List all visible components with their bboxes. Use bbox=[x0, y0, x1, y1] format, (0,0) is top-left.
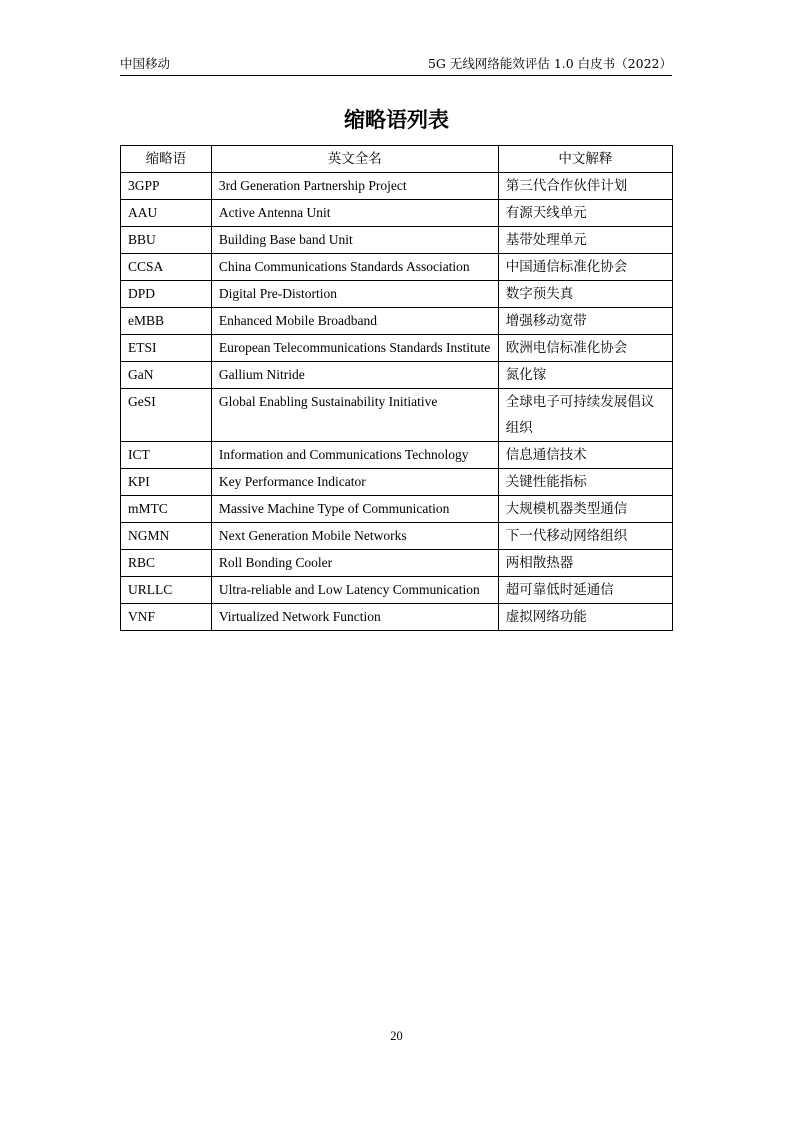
table-row bbox=[121, 442, 673, 469]
table-header-row bbox=[121, 146, 673, 173]
english-name-cell: Information and Communications Technology bbox=[211, 442, 498, 469]
english-name-cell: 3rd Generation Partnership Project bbox=[211, 173, 498, 200]
english-name-cell: Enhanced Mobile Broadband bbox=[211, 308, 498, 335]
header-org-name: 中国移动 bbox=[120, 56, 171, 71]
chinese-meaning-cell: 欧洲电信标准化协会 bbox=[498, 335, 672, 362]
chinese-meaning-cell: 全球电子可持续发展倡议组织 bbox=[498, 389, 672, 442]
chinese-meaning-cell: 虚拟网络功能 bbox=[498, 604, 672, 631]
table-row bbox=[121, 362, 673, 389]
abbreviation-cell: NGMN bbox=[121, 523, 212, 550]
abbreviation-cell: ETSI bbox=[121, 335, 212, 362]
english-name-cell: European Telecommunications Standards Institute bbox=[211, 335, 498, 362]
table-row bbox=[121, 200, 673, 227]
table-row bbox=[121, 335, 673, 362]
table-row bbox=[121, 604, 673, 631]
column-header-english-name: 英文全名 bbox=[211, 146, 498, 173]
english-name-cell: Massive Machine Type of Communication bbox=[211, 496, 498, 523]
table-row bbox=[121, 254, 673, 281]
header-document-title: 5G 无线网络能效评估 1.0 白皮书（2022） bbox=[427, 56, 672, 71]
chinese-meaning-cell: 两相散热器 bbox=[498, 550, 672, 577]
abbreviation-cell: KPI bbox=[121, 469, 212, 496]
english-name-cell: China Communications Standards Association bbox=[211, 254, 498, 281]
english-name-cell: Digital Pre-Distortion bbox=[211, 281, 498, 308]
abbreviation-cell: 3GPP bbox=[121, 173, 212, 200]
english-name-cell: Ultra-reliable and Low Latency Communication bbox=[211, 577, 498, 604]
chinese-meaning-cell: 关键性能指标 bbox=[498, 469, 672, 496]
english-name-cell: Active Antenna Unit bbox=[211, 200, 498, 227]
english-name-cell: Next Generation Mobile Networks bbox=[211, 523, 498, 550]
chinese-meaning-cell: 基带处理单元 bbox=[498, 227, 672, 254]
english-name-cell: Virtualized Network Function bbox=[211, 604, 498, 631]
english-name-cell: Gallium Nitride bbox=[211, 362, 498, 389]
abbreviation-table bbox=[120, 145, 673, 631]
chinese-meaning-cell: 下一代移动网络组织 bbox=[498, 523, 672, 550]
abbreviation-cell: GeSI bbox=[121, 389, 212, 442]
table-row bbox=[121, 469, 673, 496]
table-row bbox=[121, 577, 673, 604]
table-row bbox=[121, 308, 673, 335]
table-row bbox=[121, 281, 673, 308]
column-header-chinese-meaning: 中文解释 bbox=[498, 146, 672, 173]
abbreviation-cell: DPD bbox=[121, 281, 212, 308]
table-row bbox=[121, 227, 673, 254]
table-row bbox=[121, 523, 673, 550]
chinese-meaning-cell: 数字预失真 bbox=[498, 281, 672, 308]
table-row bbox=[121, 496, 673, 523]
english-name-cell: Roll Bonding Cooler bbox=[211, 550, 498, 577]
column-header-abbreviation: 缩略语 bbox=[121, 146, 212, 173]
chinese-meaning-cell: 中国通信标准化协会 bbox=[498, 254, 672, 281]
abbreviation-cell: mMTC bbox=[121, 496, 212, 523]
table-body bbox=[121, 173, 673, 631]
english-name-cell: Key Performance Indicator bbox=[211, 469, 498, 496]
chinese-meaning-cell: 增强移动宽带 bbox=[498, 308, 672, 335]
abbreviation-cell: URLLC bbox=[121, 577, 212, 604]
table-row bbox=[121, 389, 673, 442]
chinese-meaning-cell: 大规模机器类型通信 bbox=[498, 496, 672, 523]
page-title: 缩略语列表 bbox=[344, 108, 449, 132]
chinese-meaning-cell: 氮化镓 bbox=[498, 362, 672, 389]
chinese-meaning-cell: 信息通信技术 bbox=[498, 442, 672, 469]
chinese-meaning-cell: 超可靠低时延通信 bbox=[498, 577, 672, 604]
abbreviation-cell: GaN bbox=[121, 362, 212, 389]
page-number: 20 bbox=[390, 1029, 403, 1043]
abbreviation-cell: eMBB bbox=[121, 308, 212, 335]
abbreviation-cell: BBU bbox=[121, 227, 212, 254]
english-name-cell: Building Base band Unit bbox=[211, 227, 498, 254]
chinese-meaning-cell: 有源天线单元 bbox=[498, 200, 672, 227]
table-row bbox=[121, 173, 673, 200]
chinese-meaning-cell: 第三代合作伙伴计划 bbox=[498, 173, 672, 200]
abbreviation-cell: AAU bbox=[121, 200, 212, 227]
abbreviation-cell: VNF bbox=[121, 604, 212, 631]
english-name-cell: Global Enabling Sustainability Initiative bbox=[211, 389, 498, 442]
table-row bbox=[121, 550, 673, 577]
abbreviation-cell: CCSA bbox=[121, 254, 212, 281]
abbreviation-cell: ICT bbox=[121, 442, 212, 469]
page-header bbox=[120, 57, 672, 76]
abbreviation-cell: RBC bbox=[121, 550, 212, 577]
